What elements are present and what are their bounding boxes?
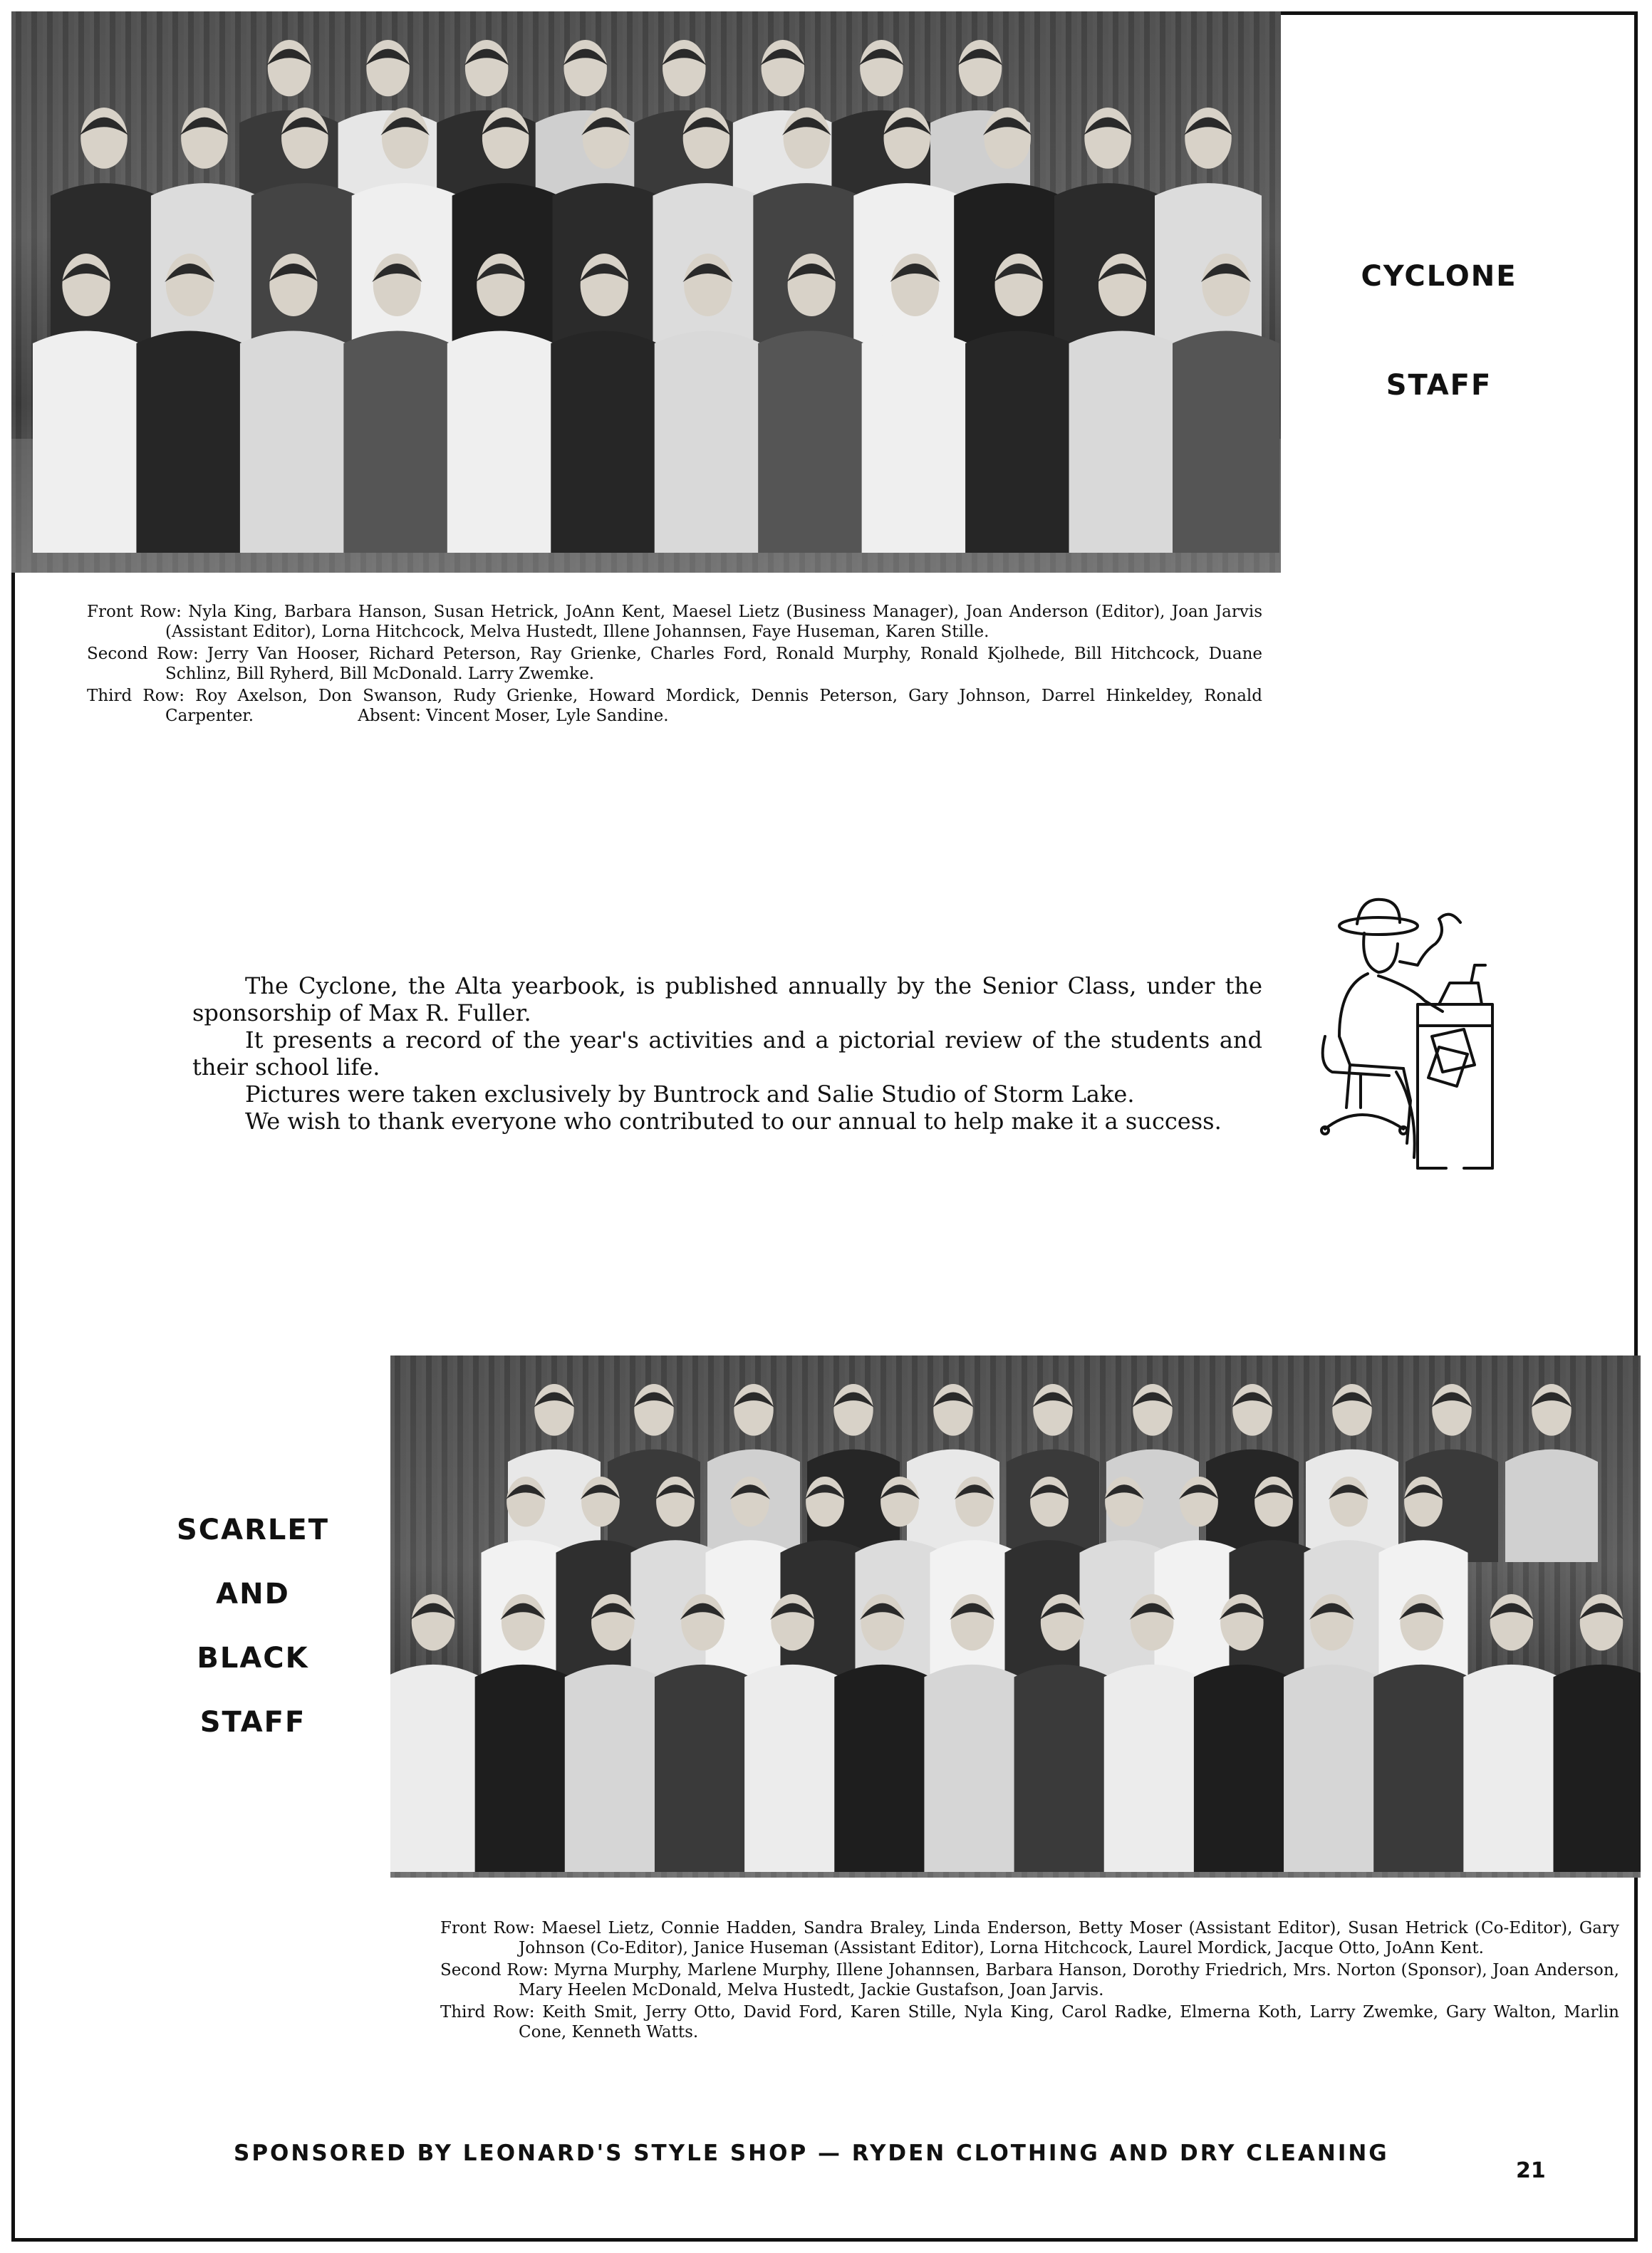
cyclone-heading-line1: CYCLONE xyxy=(1361,260,1517,293)
cyclone-caption xyxy=(87,602,1268,728)
person-head xyxy=(534,1384,573,1436)
cyclone-caption-front-row: Front Row: Nyla King, Barbara Hanson, Susan Hetrick, JoAnn Kent, Maesel Lietz (Business Manager), Joan Anderson (Editor), Joan Jarvis (Assistant Editor), Lorna Hitchcock, Melva Hustedt, Illene Johannsen, Faye Huseman, Karen Stille. xyxy=(87,603,1262,641)
person-head xyxy=(268,40,311,96)
person-head xyxy=(1332,1384,1371,1436)
person-head xyxy=(933,1384,972,1436)
person-head xyxy=(1131,1594,1173,1650)
person-head xyxy=(563,40,606,96)
person-silhouette xyxy=(551,331,658,553)
person-silhouette xyxy=(1554,1665,1641,1872)
intro-paragraph-3: Pictures were taken exclusively by Buntrock and Salie Studio of Storm Lake. xyxy=(245,1081,1135,1108)
person-head xyxy=(656,1477,695,1526)
person-silhouette xyxy=(1505,1450,1598,1562)
person-head xyxy=(684,254,732,316)
person-head xyxy=(281,108,328,169)
person-head xyxy=(477,254,524,316)
person-head xyxy=(784,108,831,169)
person-head xyxy=(734,1384,773,1436)
person-head xyxy=(181,108,228,169)
person-silhouette xyxy=(924,1665,1020,1872)
person-silhouette xyxy=(51,183,157,343)
person-head xyxy=(366,40,409,96)
person-head xyxy=(861,1594,904,1650)
person-head xyxy=(955,1477,994,1526)
person-head xyxy=(482,108,529,169)
scarlet-heading-line2: AND xyxy=(216,1578,290,1611)
cyclone-caption-third-row: Third Row: Roy Axelson, Don Swanson, Rudy Grienke, Howard Mordick, Dennis Peterson, Gary Johnson, Darrel Hinkeldey, Ronald Carpenter. Absent: Vincent Moser, Lyle Sandine. xyxy=(87,687,1268,725)
person-head xyxy=(1185,108,1232,169)
person-silhouette xyxy=(240,331,347,553)
person-head xyxy=(984,108,1031,169)
person-head xyxy=(891,254,939,316)
cyclone-staff-photo xyxy=(11,11,1281,573)
sponsor-line: SPONSORED BY LEONARD'S STYLE SHOP — RYDEN CLOTHING AND DRY CLEANING xyxy=(234,2140,1389,2166)
person-head xyxy=(884,108,931,169)
person-head xyxy=(1041,1594,1084,1650)
person-head xyxy=(1084,108,1131,169)
person-silhouette xyxy=(1194,1665,1290,1872)
person-silhouette xyxy=(343,331,450,553)
scarlet-caption xyxy=(440,1918,1619,2044)
person-silhouette xyxy=(136,331,243,553)
person-head xyxy=(880,1477,919,1526)
person-silhouette xyxy=(475,1665,571,1872)
person-head xyxy=(412,1594,454,1650)
person-head xyxy=(1490,1594,1533,1650)
scarlet-heading-line3: BLACK xyxy=(197,1642,309,1675)
person-head xyxy=(1098,254,1146,316)
person-head xyxy=(951,1594,994,1650)
person-head xyxy=(1310,1594,1353,1650)
page-number: 21 xyxy=(1516,2158,1546,2183)
intro-text xyxy=(192,972,1262,1135)
person-head xyxy=(860,40,903,96)
person-head xyxy=(1404,1477,1443,1526)
person-silhouette xyxy=(744,1665,841,1872)
person-head xyxy=(1580,1594,1623,1650)
person-head xyxy=(1220,1594,1263,1650)
person-head xyxy=(806,1477,844,1526)
person-silhouette xyxy=(1173,331,1279,553)
person-head xyxy=(994,254,1042,316)
person-silhouette xyxy=(1463,1665,1559,1872)
person-head xyxy=(762,40,804,96)
person-head xyxy=(663,40,705,96)
person-head xyxy=(731,1477,769,1526)
person-head xyxy=(771,1594,814,1650)
person-head xyxy=(1329,1477,1368,1526)
person-silhouette xyxy=(1104,1665,1200,1872)
scarlet-caption-second-row: Second Row: Myrna Murphy, Marlene Murphy, Illene Johannsen, Barbara Hanson, Dorothy Friedrich, Mrs. Norton (Sponsor), Joan Anderson, Mary Heelen McDonald, Melva Hustedt, Jackie Gustafson, Joan Jarvis. xyxy=(440,1961,1619,1999)
intro-paragraph-1: The Cyclone, the Alta yearbook, is published annually by the Senior Class, under the sponsorship of Max R. Fuller. xyxy=(192,972,1262,1026)
scarlet-and-black-staff-photo xyxy=(390,1356,1641,1878)
person-head xyxy=(959,40,1002,96)
person-head xyxy=(591,1594,634,1650)
person-head xyxy=(465,40,508,96)
person-silhouette xyxy=(1069,331,1176,553)
person-silhouette xyxy=(1155,183,1262,343)
person-head xyxy=(681,1594,724,1650)
person-head xyxy=(62,254,110,316)
scarlet-heading-line1: SCARLET xyxy=(176,1514,330,1546)
person-head xyxy=(583,108,630,169)
person-head xyxy=(80,108,128,169)
person-silhouette xyxy=(834,1665,930,1872)
person-silhouette xyxy=(447,331,554,553)
person-silhouette xyxy=(758,331,865,553)
person-head xyxy=(1432,1384,1471,1436)
person-head xyxy=(581,1477,620,1526)
person-silhouette xyxy=(390,1665,482,1872)
person-head xyxy=(581,254,628,316)
cyclone-heading-line2: STAFF xyxy=(1386,369,1492,402)
person-head xyxy=(373,254,421,316)
person-head xyxy=(1202,254,1250,316)
scarlet-heading-line4: STAFF xyxy=(199,1706,306,1739)
person-head xyxy=(683,108,730,169)
person-head xyxy=(788,254,836,316)
person-head xyxy=(382,108,429,169)
person-silhouette xyxy=(862,331,969,553)
person-head xyxy=(166,254,214,316)
person-silhouette xyxy=(33,331,140,553)
person-head xyxy=(269,254,317,316)
person-silhouette xyxy=(655,331,762,553)
person-head xyxy=(634,1384,673,1436)
person-head xyxy=(1033,1384,1072,1436)
person-head xyxy=(1232,1384,1272,1436)
cyclone-caption-second-row: Second Row: Jerry Van Hooser, Richard Peterson, Ray Grienke, Charles Ford, Ronald Murphy, Ronald Kjolhede, Bill Hitchcock, Duane Schlinz, Bill Ryherd, Bill McDonald. Larry Zwemke. xyxy=(87,645,1262,683)
person-silhouette xyxy=(1014,1665,1111,1872)
typist-at-desk-illustration xyxy=(1311,894,1496,1172)
person-silhouette xyxy=(565,1665,661,1872)
person-silhouette xyxy=(965,331,1072,553)
intro-paragraph-4: We wish to thank everyone who contributed to our annual to help make it a success. xyxy=(245,1108,1222,1135)
person-head xyxy=(1254,1477,1293,1526)
scarlet-caption-front-row: Front Row: Maesel Lietz, Connie Hadden, Sandra Braley, Linda Enderson, Betty Moser (Assistant Editor), Susan Hetrick (Co-Editor), Gary Johnson (Co-Editor), Janice Huseman (Assistant Editor), Lorna Hitchcock, Laurel Mordick, Jacque Otto, JoAnn Kent. xyxy=(440,1919,1619,1957)
person-head xyxy=(1030,1477,1069,1526)
intro-paragraph-2: It presents a record of the year's activities and a pictorial review of the students and their school life. xyxy=(192,1026,1262,1081)
person-head xyxy=(1105,1477,1143,1526)
person-head xyxy=(833,1384,873,1436)
person-silhouette xyxy=(655,1665,751,1872)
person-head xyxy=(506,1477,545,1526)
person-silhouette xyxy=(1284,1665,1380,1872)
scarlet-caption-third-row: Third Row: Keith Smit, Jerry Otto, David Ford, Karen Stille, Nyla King, Carol Radke, Elmerna Koth, Larry Zwemke, Gary Walton, Marlin Cone, Kenneth Watts. xyxy=(440,2003,1619,2041)
person-silhouette xyxy=(1373,1665,1470,1872)
person-head xyxy=(1180,1477,1218,1526)
person-head xyxy=(502,1594,544,1650)
person-head xyxy=(1133,1384,1172,1436)
person-head xyxy=(1532,1384,1571,1436)
person-head xyxy=(1400,1594,1443,1650)
